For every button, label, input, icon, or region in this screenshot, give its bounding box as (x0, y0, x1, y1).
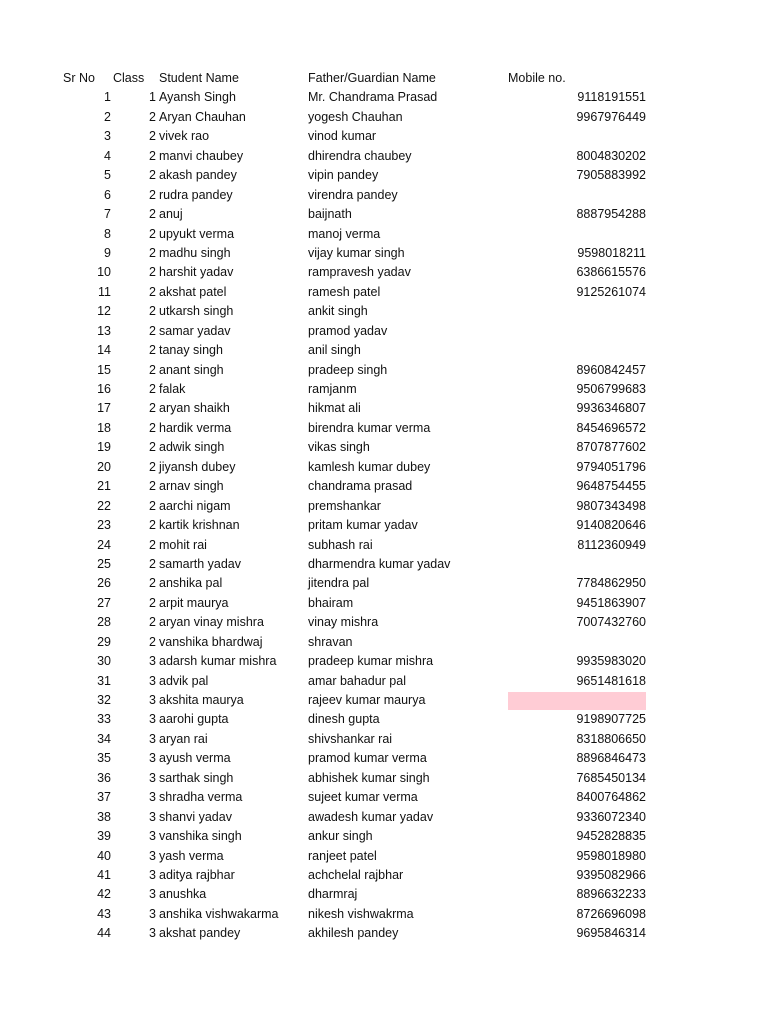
cell-father-name: ankit singh (308, 304, 368, 319)
cell-sr-no: 9 (104, 245, 111, 260)
cell-student-name: Ayansh Singh (159, 90, 236, 105)
cell-father-name: premshankar (308, 498, 381, 513)
cell-student-name: kartik krishnan (159, 518, 240, 533)
cell-father-name: Mr. Chandrama Prasad (308, 90, 438, 105)
table-row (0, 924, 768, 943)
cell-mobile: 9794051796 (576, 459, 646, 474)
cell-class: 2 (149, 420, 156, 435)
cell-class: 2 (149, 459, 156, 474)
cell-sr-no: 43 (97, 906, 111, 921)
cell-sr-no: 31 (97, 673, 111, 688)
cell-sr-no: 7 (104, 207, 111, 222)
cell-mobile: 9648754455 (576, 479, 646, 494)
cell-class: 3 (149, 906, 156, 921)
cell-mobile: 9451863907 (576, 595, 646, 610)
cell-sr-no: 21 (97, 479, 111, 494)
cell-class: 2 (149, 187, 156, 202)
table-row (0, 885, 768, 904)
table-row (0, 438, 768, 457)
cell-class: 2 (149, 537, 156, 552)
table-row (0, 497, 768, 516)
cell-sr-no: 3 (104, 129, 111, 144)
cell-sr-no: 17 (97, 401, 111, 416)
cell-sr-no: 15 (97, 362, 111, 377)
cell-father-name: rampravesh yadav (308, 265, 411, 280)
cell-class: 2 (149, 615, 156, 630)
table-row (0, 808, 768, 827)
cell-student-name: vanshika singh (159, 829, 242, 844)
cell-mobile: 8887954288 (576, 207, 646, 222)
cell-father-name: jitendra pal (308, 576, 370, 591)
cell-mobile: 9807343498 (576, 498, 646, 513)
cell-student-name: harshit yadav (159, 265, 234, 280)
table-row (0, 788, 768, 807)
cell-father-name: yogesh Chauhan (308, 109, 403, 124)
cell-class: 2 (149, 634, 156, 649)
cell-sr-no: 2 (104, 109, 111, 124)
cell-sr-no: 40 (97, 848, 111, 863)
cell-father-name: pradeep singh (308, 362, 388, 377)
cell-father-name: bhairam (308, 595, 354, 610)
table-row (0, 536, 768, 555)
cell-father-name: akhilesh pandey (308, 926, 399, 941)
cell-student-name: yash verma (159, 848, 224, 863)
cell-sr-no: 42 (97, 887, 111, 902)
header-mobile: Mobile no. (508, 71, 566, 85)
cell-student-name: adarsh kumar mishra (159, 654, 277, 669)
cell-sr-no: 16 (97, 382, 111, 396)
table-body (0, 88, 768, 943)
cell-sr-no: 30 (97, 654, 111, 669)
header-father-name: Father/Guardian Name (308, 71, 436, 85)
cell-sr-no: 27 (97, 595, 111, 610)
table-row (0, 652, 768, 671)
cell-father-name: amar bahadur pal (308, 673, 406, 688)
cell-student-name: shradha verma (159, 790, 243, 805)
cell-student-name: akash pandey (159, 168, 237, 183)
table-row (0, 283, 768, 302)
cell-class: 3 (149, 809, 156, 824)
cell-mobile: 8112360949 (577, 537, 646, 552)
cell-sr-no: 26 (97, 576, 111, 591)
cell-father-name: subhash rai (308, 537, 373, 552)
table-row (0, 399, 768, 418)
cell-father-name: vikas singh (308, 440, 370, 455)
table-row (0, 866, 768, 885)
cell-student-name: anshika vishwakarma (159, 906, 279, 921)
cell-father-name: vinod kumar (308, 129, 377, 144)
cell-mobile: 8896846473 (576, 751, 646, 766)
cell-mobile: 9395082966 (576, 867, 646, 882)
cell-father-name: sujeet kumar verma (308, 790, 418, 805)
cell-class: 2 (149, 168, 156, 183)
cell-sr-no: 29 (97, 634, 111, 649)
cell-mobile: 8400764862 (576, 790, 646, 805)
cell-father-name: ramjanm (308, 382, 357, 396)
cell-father-name: pradeep kumar mishra (308, 654, 434, 669)
cell-class: 2 (149, 265, 156, 280)
cell-father-name: dinesh gupta (308, 712, 380, 727)
cell-sr-no: 12 (97, 304, 111, 319)
cell-sr-no: 39 (97, 829, 111, 844)
cell-father-name: dhirendra chaubey (308, 148, 412, 163)
cell-class: 2 (149, 479, 156, 494)
cell-mobile: 8454696572 (576, 420, 646, 435)
cell-sr-no: 35 (97, 751, 111, 766)
table-row (0, 769, 768, 788)
cell-student-name: jiyansh dubey (159, 459, 236, 474)
cell-class: 2 (149, 148, 156, 163)
cell-sr-no: 8 (104, 226, 111, 241)
cell-student-name: aditya rajbhar (159, 867, 235, 882)
cell-sr-no: 41 (97, 867, 111, 882)
cell-student-name: adwik singh (159, 440, 225, 455)
cell-father-name: achchelal rajbhar (308, 867, 404, 882)
cell-sr-no: 20 (97, 459, 111, 474)
cell-mobile: 9140820646 (576, 518, 646, 533)
cell-sr-no: 36 (97, 770, 111, 785)
cell-student-name: mohit rai (159, 537, 207, 552)
cell-mobile: 8004830202 (576, 148, 646, 163)
cell-mobile: 8726696098 (576, 906, 646, 921)
cell-student-name: arpit maurya (159, 595, 229, 610)
cell-mobile: 8960842457 (576, 362, 646, 377)
cell-sr-no: 14 (97, 343, 111, 358)
header-row (0, 69, 768, 88)
cell-mobile: 9695846314 (576, 926, 646, 941)
cell-sr-no: 34 (97, 731, 111, 746)
cell-father-name: baijnath (308, 207, 352, 222)
cell-father-name: pramod yadav (308, 323, 388, 338)
cell-class: 3 (149, 829, 156, 844)
table-row (0, 730, 768, 749)
cell-mobile: 8896632233 (576, 887, 646, 902)
cell-sr-no: 37 (97, 790, 111, 805)
table-row (0, 166, 768, 185)
table-row (0, 613, 768, 632)
cell-class: 2 (149, 401, 156, 416)
cell-class: 2 (149, 304, 156, 319)
cell-father-name: nikesh vishwakrma (308, 906, 414, 921)
cell-mobile: 9452828835 (576, 829, 646, 844)
cell-mobile: 9336072340 (576, 809, 646, 824)
cell-class: 2 (149, 109, 156, 124)
cell-student-name: advik pal (159, 673, 209, 688)
cell-class: 3 (149, 751, 156, 766)
cell-father-name: awadesh kumar yadav (308, 809, 434, 824)
cell-class: 3 (149, 790, 156, 805)
table-row (0, 847, 768, 866)
cell-mobile: 7784862950 (576, 576, 646, 591)
cell-student-name: upyukt verma (159, 226, 235, 241)
table-row (0, 633, 768, 652)
cell-class: 2 (149, 382, 156, 396)
table-row (0, 380, 768, 399)
cell-father-name: pramod kumar verma (308, 751, 427, 766)
cell-student-name: sarthak singh (159, 770, 234, 785)
cell-class: 3 (149, 770, 156, 785)
cell-class: 2 (149, 343, 156, 358)
table-row (0, 419, 768, 438)
cell-class: 2 (149, 129, 156, 144)
cell-student-name: aarchi nigam (159, 498, 231, 513)
student-table (0, 69, 768, 944)
cell-father-name: vijay kumar singh (308, 245, 405, 260)
cell-father-name: pritam kumar yadav (308, 518, 418, 533)
cell-sr-no: 18 (97, 420, 111, 435)
cell-class: 2 (149, 556, 156, 571)
table-row (0, 341, 768, 360)
cell-class: 3 (149, 731, 156, 746)
cell-student-name: samarth yadav (159, 556, 241, 571)
table-row (0, 302, 768, 321)
cell-sr-no: 1 (104, 90, 111, 105)
cell-class: 1 (149, 90, 156, 105)
header-sr-no: Sr No (63, 71, 95, 85)
cell-father-name: chandrama prasad (308, 479, 413, 494)
cell-class: 3 (149, 926, 156, 941)
cell-class: 2 (149, 323, 156, 338)
cell-sr-no: 25 (97, 556, 111, 571)
cell-student-name: tanay singh (159, 343, 223, 358)
cell-father-name: kamlesh kumar dubey (308, 459, 431, 474)
cell-mobile: 9651481618 (576, 673, 646, 688)
cell-sr-no: 22 (97, 498, 111, 513)
cell-class: 2 (149, 226, 156, 241)
cell-student-name: anushka (159, 887, 207, 902)
cell-class: 3 (149, 673, 156, 688)
cell-mobile: 9125261074 (576, 284, 646, 299)
table-row (0, 691, 768, 710)
cell-student-name: aryan vinay mishra (159, 615, 264, 630)
table-row (0, 322, 768, 341)
table-row (0, 594, 768, 613)
cell-student-name: hardik verma (159, 420, 232, 435)
cell-father-name: abhishek kumar singh (308, 770, 430, 785)
cell-mobile: 7905883992 (576, 168, 646, 183)
cell-student-name: vivek rao (159, 129, 210, 144)
cell-sr-no: 33 (97, 712, 111, 727)
table-row (0, 244, 768, 263)
cell-sr-no: 19 (97, 440, 111, 455)
cell-student-name: arnav singh (159, 479, 224, 494)
cell-sr-no: 11 (98, 284, 111, 299)
cell-student-name: ayush verma (159, 751, 231, 766)
table-row (0, 827, 768, 846)
cell-mobile: 9598018980 (576, 848, 646, 863)
cell-student-name: utkarsh singh (159, 304, 234, 319)
highlighted-cell (508, 692, 646, 710)
cell-class: 2 (149, 576, 156, 591)
table-row (0, 186, 768, 205)
cell-father-name: dharmraj (308, 887, 358, 902)
cell-class: 2 (149, 595, 156, 610)
cell-father-name: shravan (308, 634, 353, 649)
table-row (0, 147, 768, 166)
cell-father-name: vipin pandey (308, 168, 379, 183)
table-row (0, 905, 768, 924)
table-row (0, 127, 768, 146)
cell-father-name: virendra pandey (308, 187, 398, 202)
cell-mobile: 7685450134 (576, 770, 646, 785)
cell-student-name: samar yadav (159, 323, 231, 338)
cell-father-name: shivshankar rai (308, 731, 393, 746)
cell-student-name: anant singh (159, 362, 224, 377)
cell-mobile: 9198907725 (576, 712, 646, 727)
cell-mobile: 7007432760 (576, 615, 646, 630)
cell-sr-no: 5 (104, 168, 111, 183)
cell-father-name: ranjeet patel (308, 848, 377, 863)
table-row (0, 108, 768, 127)
cell-class: 2 (149, 362, 156, 377)
cell-student-name: aryan shaikh (159, 401, 230, 416)
cell-mobile: 9935983020 (576, 654, 646, 669)
cell-sr-no: 13 (97, 323, 111, 338)
cell-mobile: 9598018211 (577, 245, 646, 260)
cell-mobile: 8707877602 (576, 440, 646, 455)
cell-sr-no: 38 (97, 809, 111, 824)
cell-class: 2 (149, 207, 156, 222)
cell-student-name: akshat pandey (159, 926, 241, 941)
cell-student-name: falak (159, 382, 186, 396)
table-row (0, 710, 768, 729)
table-row (0, 555, 768, 574)
cell-mobile: 9118191551 (577, 90, 646, 105)
cell-mobile: 9936346807 (576, 401, 646, 416)
cell-student-name: rudra pandey (159, 187, 233, 202)
table-row (0, 749, 768, 768)
cell-mobile: 9967976449 (576, 109, 646, 124)
cell-sr-no: 28 (97, 615, 111, 630)
cell-sr-no: 23 (97, 518, 111, 533)
table-row (0, 574, 768, 593)
cell-class: 2 (149, 245, 156, 260)
cell-class: 2 (149, 440, 156, 455)
cell-class: 3 (149, 848, 156, 863)
table-row (0, 205, 768, 224)
cell-mobile: 8318806650 (576, 731, 646, 746)
cell-student-name: shanvi yadav (159, 809, 232, 824)
table-row (0, 516, 768, 535)
cell-student-name: vanshika bhardwaj (159, 634, 263, 649)
table-row (0, 225, 768, 244)
cell-class: 3 (149, 867, 156, 882)
cell-father-name: manoj verma (308, 226, 381, 241)
cell-sr-no: 6 (104, 187, 111, 202)
table-row (0, 361, 768, 380)
table-row (0, 672, 768, 691)
cell-class: 3 (149, 693, 156, 707)
header-class: Class (113, 71, 145, 85)
cell-father-name: hikmat ali (308, 401, 361, 416)
cell-sr-no: 24 (97, 537, 111, 552)
cell-mobile: 6386615576 (576, 265, 646, 280)
cell-class: 3 (149, 712, 156, 727)
cell-student-name: akshita maurya (159, 693, 244, 707)
cell-father-name: rajeev kumar maurya (308, 693, 426, 707)
cell-class: 2 (149, 498, 156, 513)
table-row (0, 458, 768, 477)
cell-student-name: anuj (159, 207, 183, 222)
table-row (0, 477, 768, 496)
cell-student-name: aarohi gupta (159, 712, 229, 727)
cell-class: 2 (149, 518, 156, 533)
cell-sr-no: 4 (104, 148, 111, 163)
table-row (0, 88, 768, 107)
cell-class: 3 (149, 887, 156, 902)
cell-father-name: anil singh (308, 343, 361, 358)
cell-student-name: madhu singh (159, 245, 231, 260)
cell-sr-no: 44 (97, 926, 111, 941)
cell-father-name: dharmendra kumar yadav (308, 556, 451, 571)
cell-class: 3 (149, 654, 156, 669)
cell-student-name: anshika pal (159, 576, 223, 591)
cell-student-name: aryan rai (159, 731, 208, 746)
cell-father-name: vinay mishra (308, 615, 379, 630)
cell-student-name: manvi chaubey (159, 148, 244, 163)
cell-student-name: Aryan Chauhan (159, 109, 246, 124)
cell-student-name: akshat patel (159, 284, 227, 299)
header-student-name: Student Name (159, 71, 239, 85)
cell-sr-no: 10 (97, 265, 111, 280)
cell-class: 2 (149, 284, 156, 299)
cell-father-name: ankur singh (308, 829, 373, 844)
cell-sr-no: 32 (97, 693, 111, 707)
cell-father-name: ramesh patel (308, 284, 381, 299)
cell-father-name: birendra kumar verma (308, 420, 431, 435)
cell-mobile: 9506799683 (576, 382, 646, 396)
table-row (0, 263, 768, 282)
